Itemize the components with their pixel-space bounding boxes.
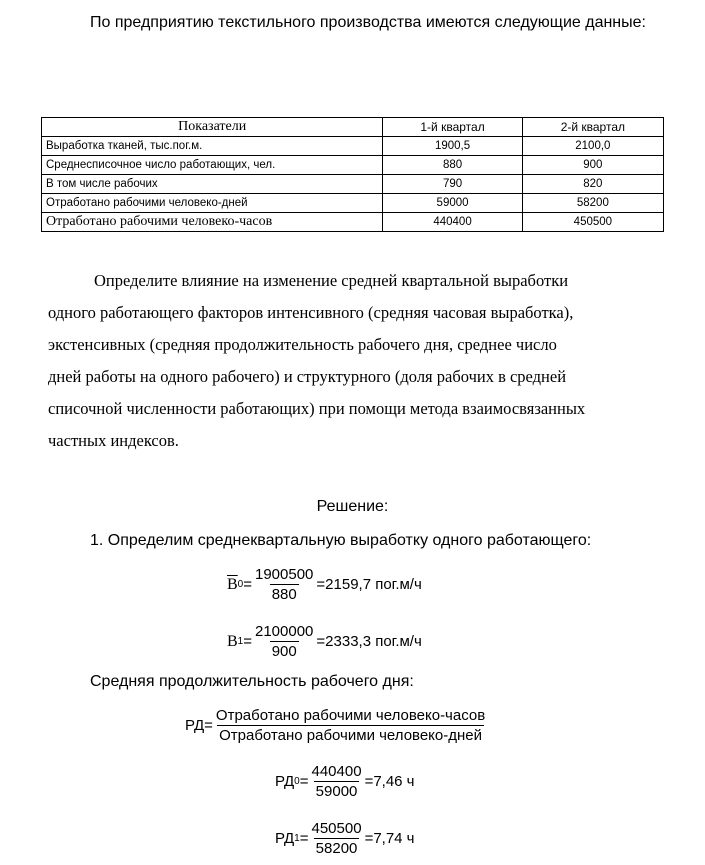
formula-subscript: 1 <box>294 833 300 844</box>
formula-label: B <box>227 632 238 650</box>
task-line: одного работающего факторов интенсивного (средняя часовая выработка), <box>48 303 574 322</box>
table-cell: 880 <box>383 156 522 175</box>
formula-subscript: 0 <box>294 776 300 787</box>
formula-label: $\overline{B}$ <box>227 575 238 593</box>
table-cell: 2100,0 <box>522 137 663 156</box>
formula-equals: = <box>299 773 309 790</box>
table-cell: 450500 <box>522 213 663 232</box>
table-cell: В том числе рабочих <box>42 175 383 194</box>
table-cell: Отработано рабочими человеко-часов <box>42 213 383 232</box>
table-header-row <box>42 118 664 137</box>
table-header: Показатели <box>42 118 383 137</box>
formula-rd0 <box>275 762 415 801</box>
table-header: 1-й квартал <box>383 118 522 137</box>
table-cell: 1900,5 <box>383 137 522 156</box>
table-cell: Среднесписочное число работающих, чел. <box>42 156 383 175</box>
table-cell: Выработка тканей, тыс.пог.м. <box>42 137 383 156</box>
task-paragraph <box>48 265 668 457</box>
data-table <box>41 117 664 232</box>
table-row <box>42 194 664 213</box>
formula-numerator: 1900500 <box>255 566 314 583</box>
table-cell: 820 <box>522 175 663 194</box>
formula-rd1 <box>275 819 415 858</box>
formula-equals: = <box>299 830 309 847</box>
table-cell: 58200 <box>522 194 663 213</box>
formula-denominator: 880 <box>271 586 297 603</box>
solution-step-1: 1. Определим среднеквартальную выработку одного работающего: <box>90 532 592 549</box>
intro-text: По предприятию текстильного производства имеются следующие данные: <box>90 14 646 31</box>
task-line: дней работы на одного рабочего) и структурного (доля рабочих в средней <box>48 367 567 386</box>
formula-numerator: 440400 <box>311 763 362 780</box>
formula-result: =2159,7 пог.м/ч <box>316 576 422 593</box>
table-cell: 440400 <box>383 213 522 232</box>
formula-b0 <box>227 565 422 604</box>
formula-result: =2333,3 пог.м/ч <box>316 633 422 650</box>
formula-denominator: 900 <box>271 643 297 660</box>
table-cell: Отработано рабочими человеко-дней <box>42 194 383 213</box>
formula-equals: = <box>243 576 252 593</box>
task-line: списочной численности работающих) при помощи метода взаимосвязанных <box>48 399 586 418</box>
formula-numerator: 2100000 <box>255 623 314 640</box>
formula-numerator: 450500 <box>311 820 362 837</box>
formula-subscript: 1 <box>237 636 244 647</box>
table-header: 2-й квартал <box>522 118 663 137</box>
table-row <box>42 213 664 232</box>
task-line: частных индексов. <box>48 431 179 450</box>
formula-denominator: 58200 <box>315 840 358 857</box>
formula-label: РД= <box>185 717 213 734</box>
intro-paragraph <box>40 6 664 40</box>
table-cell: 900 <box>522 156 663 175</box>
task-line: экстенсивных (средняя продолжительность рабочего дня, среднее число <box>48 335 557 354</box>
task-line: Определите влияние на изменение средней квартальной выработки <box>94 271 569 290</box>
solution-title: Решение: <box>316 498 389 515</box>
table-row <box>42 175 664 194</box>
table-cell: 59000 <box>383 194 522 213</box>
formula-subscript: 0 <box>237 579 244 590</box>
table-cell: 790 <box>383 175 522 194</box>
formula-denominator: 59000 <box>315 783 358 800</box>
table-row <box>42 156 664 175</box>
formula-numerator: Отработано рабочими человеко-часов <box>215 707 486 724</box>
formula-denominator: Отработано рабочими человеко-дней <box>219 727 483 744</box>
rd-heading: Средняя продолжительность рабочего дня: <box>90 673 414 690</box>
formula-rd <box>185 706 488 745</box>
formula-label: РД <box>275 773 295 790</box>
formula-result: =7,46 ч <box>364 773 415 790</box>
table-row <box>42 137 664 156</box>
formula-label: РД <box>275 830 295 847</box>
formula-equals: = <box>243 633 252 650</box>
formula-result: =7,74 ч <box>364 830 415 847</box>
formula-b1 <box>227 622 422 661</box>
